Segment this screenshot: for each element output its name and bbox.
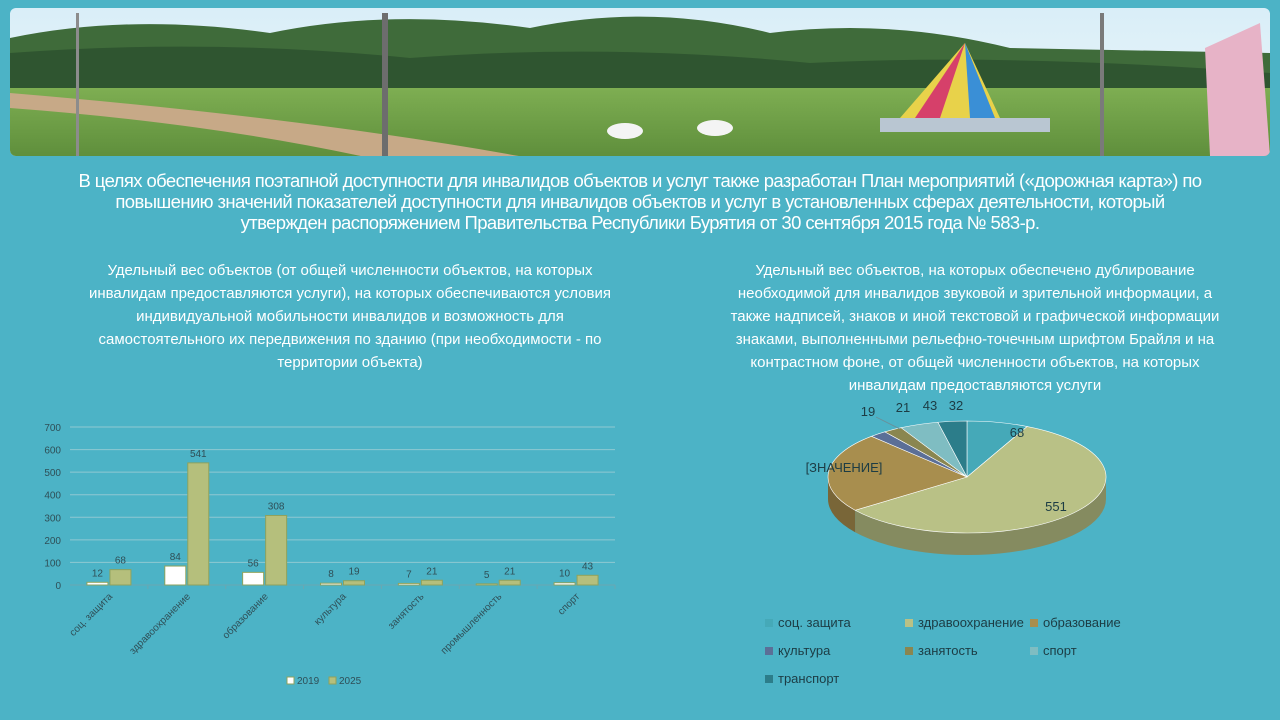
pie-data-label: 551 — [1045, 499, 1067, 514]
bar-data-label: 68 — [114, 555, 126, 567]
bar-2019 — [398, 583, 419, 585]
headline-line: В целях обеспечения поэтапной доступности для инвалидов объектов и услуг также разработан План мероприятий («дорожная карта») по — [78, 170, 1202, 191]
bar-data-label: 541 — [189, 448, 207, 460]
pie-legend-item — [765, 615, 851, 630]
bar-2025 — [110, 570, 131, 585]
leader-line — [876, 417, 900, 429]
bar-data-label: 19 — [348, 566, 360, 578]
y-tick-label: 100 — [44, 558, 61, 570]
legend-swatch — [765, 647, 773, 655]
legend-swatch — [765, 675, 773, 683]
legend-label: здравоохранение — [918, 615, 1024, 630]
legend-swatch — [765, 619, 773, 627]
bar-chart-title-line: инвалидам предоставляются услуги), на которых обеспечиваются условия — [88, 285, 612, 302]
pie-chart-title-line: инвалидам предоставляются услуги — [848, 377, 1102, 394]
bar-chart-title-line: Удельный вес объектов (от общей численности объектов, на которых — [107, 262, 593, 279]
pie-chart-title-line: также надписей, знаков и иной текстовой и графической информации — [730, 308, 1220, 325]
x-tick-label: соц. защита — [67, 591, 116, 639]
pie-chart-title-line: знаками, выполненными рельефно-точечным шрифтом Брайля и на — [735, 331, 1215, 348]
legend-swatch — [329, 677, 336, 684]
pie-data-label: 21 — [895, 400, 911, 415]
bar-legend — [287, 676, 362, 687]
pie-legend-item — [765, 643, 830, 658]
bar-data-label: 5 — [483, 569, 490, 581]
pie-data-label: [ЗНАЧЕНИЕ] — [805, 460, 883, 475]
pie-chart — [760, 395, 1180, 610]
pie-legend-item — [1030, 615, 1121, 630]
legend-swatch — [1030, 647, 1038, 655]
bar-2019 — [243, 572, 264, 585]
legend-label: 2019 — [297, 676, 320, 687]
bar-chart-title-line: самостоятельного их передвижения по зданию (при необходимости - по — [98, 331, 602, 348]
x-tick-label: культура — [312, 591, 349, 628]
bar-data-label: 12 — [91, 568, 103, 580]
headline-line: повышению значений показателей доступности для инвалидов объектов и услуг в установленных сферах деятельности, который — [115, 191, 1165, 212]
legend-label: 2025 — [339, 676, 362, 687]
x-tick-label: спорт — [556, 591, 583, 618]
bar-2019 — [321, 583, 342, 585]
pie-chart-title-line: необходимой для инвалидов звуковой и зрительной информации, а — [737, 285, 1213, 302]
bar-2019 — [554, 583, 575, 585]
pie-data-label: 19 — [860, 404, 876, 419]
pie-legend-item — [905, 643, 978, 658]
x-tick-label: промышленность — [438, 591, 505, 657]
bar-2025 — [344, 581, 365, 585]
bar-data-label: 21 — [426, 566, 438, 578]
bar-data-label: 84 — [169, 552, 181, 564]
legend-label: соц. защита — [778, 615, 851, 630]
legend-label: занятость — [918, 643, 978, 658]
bar-data-label: 56 — [247, 558, 259, 570]
legend-label: транспорт — [778, 671, 840, 686]
bar-data-label: 8 — [328, 569, 334, 581]
pie-legend-item — [1030, 643, 1077, 658]
pie-legend-item — [765, 671, 839, 686]
pie-legend-item — [905, 615, 1024, 630]
bar-data-label: 308 — [267, 501, 285, 513]
headline-line: утвержден распоряжением Правительства Республики Бурятия от 30 сентября 2015 года № 583-р. — [240, 212, 1040, 233]
y-tick-label: 300 — [44, 513, 61, 525]
bar-chart-title-line: индивидуальной мобильности инвалидов и возможность для — [136, 308, 564, 325]
pie-chart-title-line: контрастном фоне, от общей численности объектов, на которых — [750, 354, 1200, 371]
bar-data-label: 43 — [582, 561, 594, 573]
bar-2019 — [476, 584, 497, 585]
y-tick-label: 400 — [44, 490, 61, 502]
x-tick-label: занятость — [386, 591, 427, 632]
legend-label: спорт — [1043, 643, 1077, 658]
bar-2025 — [266, 515, 287, 585]
pie-chart-title-line: Удельный вес объектов, на которых обеспечено дублирование — [755, 262, 1195, 279]
bar-2025 — [499, 580, 520, 585]
headline — [20, 170, 1260, 233]
legend-swatch — [1030, 619, 1038, 627]
pie-data-label: 43 — [922, 398, 938, 413]
bar-2019 — [165, 566, 186, 585]
x-tick-label: здравоохранение — [127, 591, 193, 657]
y-tick-label: 500 — [44, 468, 61, 480]
legend-swatch — [905, 619, 913, 627]
y-tick-label: 0 — [55, 581, 61, 592]
y-tick-label: 600 — [44, 445, 61, 457]
y-tick-label: 700 — [44, 423, 61, 434]
legend-label: образование — [1043, 615, 1121, 630]
bar-chart-title-line: территории объекта) — [277, 354, 423, 371]
bar-data-label: 7 — [406, 569, 412, 581]
bar-data-label: 10 — [559, 568, 571, 580]
legend-label: культура — [778, 643, 831, 658]
bar-2025 — [577, 575, 598, 585]
pie-data-label: 68 — [1009, 425, 1025, 440]
pie-data-label: 32 — [948, 398, 964, 413]
bar-2025 — [188, 463, 209, 585]
bar-data-label: 21 — [504, 566, 516, 578]
bar-chart-title — [45, 259, 655, 374]
legend-swatch — [287, 677, 294, 684]
pie-chart-title — [690, 259, 1260, 397]
bar-2025 — [421, 580, 442, 585]
bar-2019 — [87, 582, 108, 585]
legend-swatch — [905, 647, 913, 655]
banner-photo — [10, 8, 1270, 156]
x-tick-label: образование — [220, 591, 271, 642]
y-tick-label: 200 — [44, 535, 61, 547]
bar-chart — [0, 410, 640, 710]
